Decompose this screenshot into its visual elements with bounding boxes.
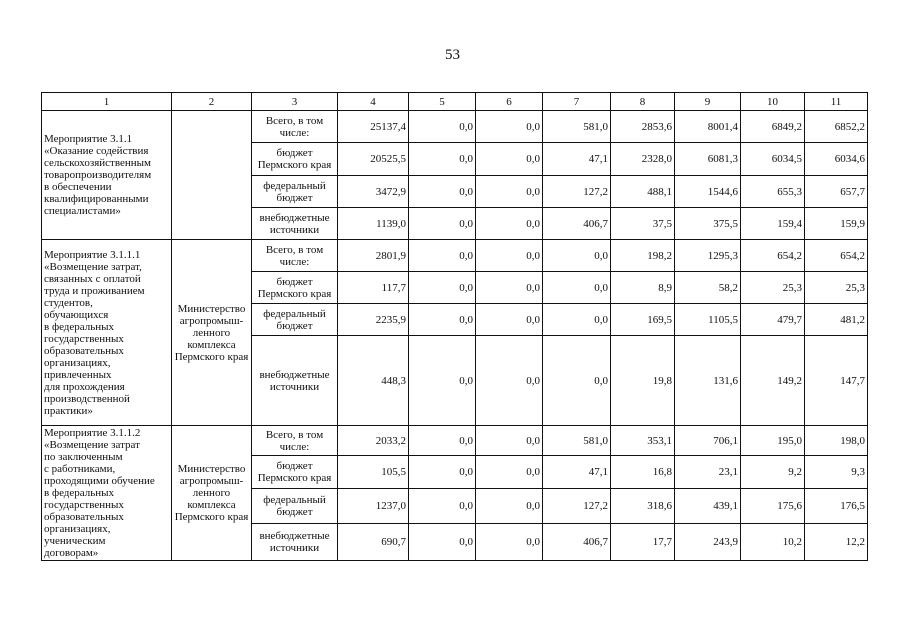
- measure-cell: [42, 426, 172, 561]
- amount-cell: 169,5: [611, 304, 675, 336]
- amount-cell: 8,9: [611, 272, 675, 304]
- amount-cell: 0,0: [543, 336, 611, 426]
- column-header-1: 1: [42, 93, 172, 111]
- amount-cell: 655,3: [741, 176, 805, 208]
- amount-cell: 117,7: [338, 272, 409, 304]
- amount-cell: 147,7: [805, 336, 868, 426]
- amount-cell: 0,0: [476, 208, 543, 240]
- executor-cell: [172, 426, 252, 561]
- budget-table: [41, 92, 868, 561]
- amount-cell: 353,1: [611, 426, 675, 456]
- amount-cell: 0,0: [543, 240, 611, 272]
- amount-cell: 1139,0: [338, 208, 409, 240]
- amount-cell: 0,0: [409, 208, 476, 240]
- funding-source-cell: [252, 240, 338, 272]
- amount-cell: 690,7: [338, 523, 409, 560]
- executor-cell: [172, 111, 252, 240]
- column-header-8: 8: [611, 93, 675, 111]
- amount-cell: 0,0: [409, 111, 476, 143]
- column-header-5: 5: [409, 93, 476, 111]
- column-header-7: 7: [543, 93, 611, 111]
- amount-cell: 25137,4: [338, 111, 409, 143]
- amount-cell: 159,4: [741, 208, 805, 240]
- measure-title: Мероприятие 3.1.1 «Оказание содействия сельскохозяйственным товаропроизводителям в обеспечении квалифицированными специалистами»: [44, 133, 152, 217]
- amount-cell: 0,0: [476, 240, 543, 272]
- amount-cell: 17,7: [611, 523, 675, 560]
- amount-cell: 2801,9: [338, 240, 409, 272]
- amount-cell: 0,0: [476, 523, 543, 560]
- funding-source-cell: [252, 176, 338, 208]
- amount-cell: 0,0: [543, 304, 611, 336]
- page-number: 53: [445, 47, 460, 63]
- funding-source-cell: [252, 143, 338, 176]
- table-row: [42, 111, 868, 143]
- amount-cell: 654,2: [805, 240, 868, 272]
- amount-cell: 0,0: [543, 272, 611, 304]
- funding-source-cell: [252, 336, 338, 426]
- amount-cell: 581,0: [543, 426, 611, 456]
- amount-cell: 105,5: [338, 456, 409, 489]
- amount-cell: 0,0: [409, 240, 476, 272]
- amount-cell: 0,0: [476, 111, 543, 143]
- amount-cell: 9,2: [741, 456, 805, 489]
- amount-cell: 0,0: [409, 336, 476, 426]
- funding-source-label: внебюджетные источники: [259, 368, 330, 393]
- amount-cell: 0,0: [409, 489, 476, 524]
- amount-cell: 10,2: [741, 523, 805, 560]
- executor-name: Министерство агропромыш- ленного комплекса Пермского края: [174, 302, 249, 363]
- amount-cell: 6034,6: [805, 143, 868, 176]
- column-header-2: 2: [172, 93, 252, 111]
- column-header-10: 10: [741, 93, 805, 111]
- amount-cell: 127,2: [543, 176, 611, 208]
- funding-source-label: бюджет Пермского края: [257, 275, 332, 300]
- funding-source-cell: [252, 304, 338, 336]
- amount-cell: 0,0: [476, 304, 543, 336]
- funding-source-cell: [252, 208, 338, 240]
- amount-cell: 0,0: [409, 143, 476, 176]
- amount-cell: 0,0: [409, 272, 476, 304]
- funding-source-label: внебюджетные источники: [259, 211, 330, 236]
- column-header-11: 11: [805, 93, 868, 111]
- amount-cell: 175,6: [741, 489, 805, 524]
- funding-source-label: Всего, в том числе:: [265, 243, 324, 268]
- measure-cell: [42, 240, 172, 426]
- amount-cell: 243,9: [675, 523, 741, 560]
- amount-cell: 1237,0: [338, 489, 409, 524]
- executor-name: Министерство агропромыш- ленного комплекса Пермского края: [174, 463, 249, 523]
- amount-cell: 2328,0: [611, 143, 675, 176]
- amount-cell: 581,0: [543, 111, 611, 143]
- amount-cell: 657,7: [805, 176, 868, 208]
- amount-cell: 0,0: [476, 426, 543, 456]
- amount-cell: 2235,9: [338, 304, 409, 336]
- amount-cell: 12,2: [805, 523, 868, 560]
- amount-cell: 131,6: [675, 336, 741, 426]
- amount-cell: 8001,4: [675, 111, 741, 143]
- amount-cell: 58,2: [675, 272, 741, 304]
- amount-cell: 479,7: [741, 304, 805, 336]
- amount-cell: 25,3: [805, 272, 868, 304]
- column-header-3: 3: [252, 93, 338, 111]
- amount-cell: 20525,5: [338, 143, 409, 176]
- amount-cell: 159,9: [805, 208, 868, 240]
- amount-cell: 1105,5: [675, 304, 741, 336]
- amount-cell: 0,0: [476, 143, 543, 176]
- amount-cell: 0,0: [476, 272, 543, 304]
- amount-cell: 488,1: [611, 176, 675, 208]
- amount-cell: 1295,3: [675, 240, 741, 272]
- amount-cell: 706,1: [675, 426, 741, 456]
- table-row: [42, 426, 868, 456]
- amount-cell: 0,0: [476, 336, 543, 426]
- funding-source-label: федеральный бюджет: [263, 307, 326, 332]
- amount-cell: 47,1: [543, 143, 611, 176]
- funding-source-cell: [252, 489, 338, 524]
- amount-cell: 2853,6: [611, 111, 675, 143]
- funding-source-cell: [252, 523, 338, 560]
- funding-source-label: бюджет Пермского края: [257, 147, 332, 171]
- amount-cell: 481,2: [805, 304, 868, 336]
- amount-cell: 318,6: [611, 489, 675, 524]
- measure-title: Мероприятие 3.1.1.2 «Возмещение затрат по заключенным с работниками, проходящими обучение в федеральных государственных образовательных организациях, ученическим договорам»: [44, 427, 155, 559]
- amount-cell: 406,7: [543, 523, 611, 560]
- funding-source-label: федеральный бюджет: [263, 494, 326, 519]
- funding-source-cell: [252, 272, 338, 304]
- amount-cell: 6034,5: [741, 143, 805, 176]
- funding-source-cell: [252, 426, 338, 456]
- amount-cell: 0,0: [409, 426, 476, 456]
- amount-cell: 16,8: [611, 456, 675, 489]
- amount-cell: 0,0: [409, 304, 476, 336]
- amount-cell: 654,2: [741, 240, 805, 272]
- amount-cell: 0,0: [409, 523, 476, 560]
- table-row: [42, 240, 868, 272]
- funding-source-label: внебюджетные источники: [259, 529, 330, 554]
- amount-cell: 195,0: [741, 426, 805, 456]
- amount-cell: 198,2: [611, 240, 675, 272]
- amount-cell: 127,2: [543, 489, 611, 524]
- column-header-9: 9: [675, 93, 741, 111]
- amount-cell: 149,2: [741, 336, 805, 426]
- funding-source-cell: [252, 456, 338, 489]
- funding-source-label: Всего, в том числе:: [265, 114, 324, 139]
- amount-cell: 6852,2: [805, 111, 868, 143]
- amount-cell: 0,0: [409, 456, 476, 489]
- amount-cell: 0,0: [476, 489, 543, 524]
- funding-source-label: Всего, в том числе:: [265, 428, 324, 453]
- amount-cell: 0,0: [409, 176, 476, 208]
- amount-cell: 1544,6: [675, 176, 741, 208]
- amount-cell: 6081,3: [675, 143, 741, 176]
- amount-cell: 0,0: [476, 456, 543, 489]
- funding-source-cell: [252, 111, 338, 143]
- amount-cell: 25,3: [741, 272, 805, 304]
- header-row: [42, 93, 868, 111]
- funding-source-label: федеральный бюджет: [263, 179, 326, 204]
- amount-cell: 6849,2: [741, 111, 805, 143]
- amount-cell: 406,7: [543, 208, 611, 240]
- amount-cell: 3472,9: [338, 176, 409, 208]
- column-header-4: 4: [338, 93, 409, 111]
- column-header-6: 6: [476, 93, 543, 111]
- amount-cell: 47,1: [543, 456, 611, 489]
- measure-cell: [42, 111, 172, 240]
- funding-source-label: бюджет Пермского края: [257, 460, 332, 485]
- amount-cell: 23,1: [675, 456, 741, 489]
- amount-cell: 439,1: [675, 489, 741, 524]
- amount-cell: 198,0: [805, 426, 868, 456]
- executor-cell: [172, 240, 252, 426]
- amount-cell: 375,5: [675, 208, 741, 240]
- measure-title: Мероприятие 3.1.1.1 «Возмещение затрат, связанных с оплатой труда и проживанием студентов, обучающихся в федеральных государственных образовательных организациях, привлеченных для прохождения производственной практики»: [44, 248, 145, 417]
- amount-cell: 2033,2: [338, 426, 409, 456]
- amount-cell: 19,8: [611, 336, 675, 426]
- amount-cell: 448,3: [338, 336, 409, 426]
- amount-cell: 9,3: [805, 456, 868, 489]
- amount-cell: 37,5: [611, 208, 675, 240]
- amount-cell: 176,5: [805, 489, 868, 524]
- amount-cell: 0,0: [476, 176, 543, 208]
